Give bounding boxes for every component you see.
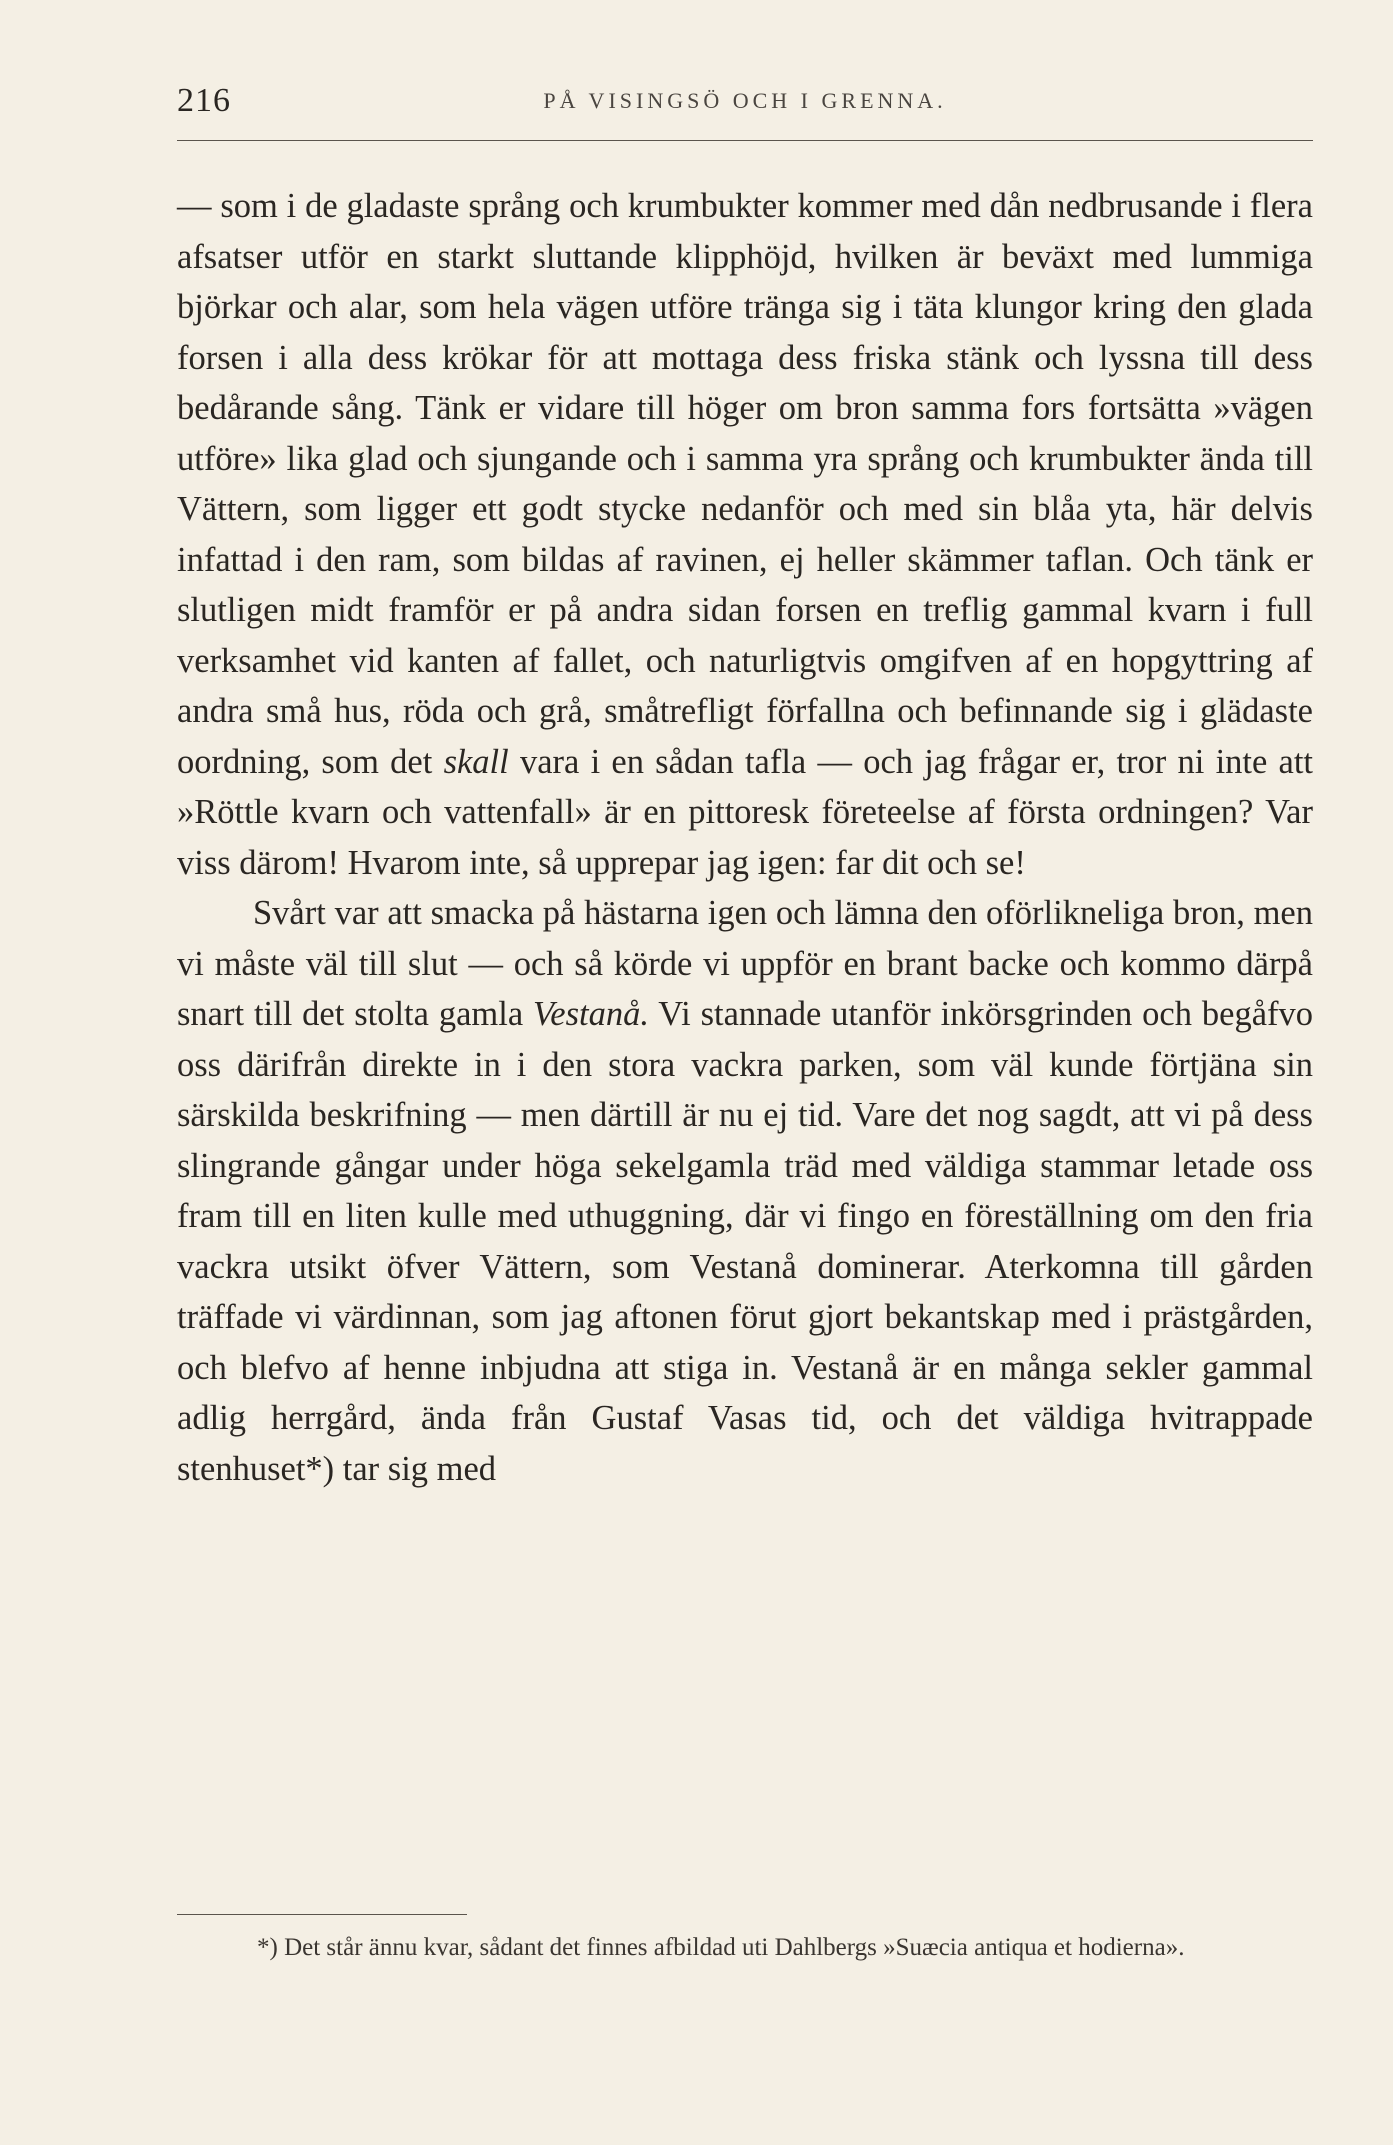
- paragraph-2-text-b: Vi stannade utanför inkörsgrinden och begåfvo oss därifrån direkte in i den stora vackra parken, som väl kunde förtjäna sin särskilda beskrifning — men därtill är nu ej tid. Vare det nog sagdt, att vi på dess slingrande gångar under höga sekelgamla träd med väldiga stammar letade oss fram till en liten kulle med uthuggning, där vi fingo en föreställning om den fria vackra utsikt öfver Vättern, som Vestanå dominerar. Aterkomna till gården träffade vi värdinnan, som jag aftonen förut gjort bekantskap med i prästgården, och blefvo af henne inbjudna att stiga in. Vestanå är en många sekler gammal adlig herrgård, ända från Gustaf Vasas tid, och det väldiga hvitrappade stenhuset*) tar sig med: [177, 995, 1313, 1488]
- footnote: [177, 1928, 1313, 1968]
- header-rule: [177, 140, 1313, 141]
- paragraph-1-italic: skall: [443, 742, 509, 781]
- page-number: 216: [177, 82, 231, 119]
- footnote-rule: [177, 1914, 467, 1915]
- page-header: [177, 82, 1313, 126]
- running-head: PÅ VISINGSÖ OCH I GRENNA.: [543, 88, 947, 113]
- paragraph-2: [177, 888, 1313, 1494]
- footnote-text: *) Det står ännu kvar, sådant det finnes afbildad uti Dahlbergs »Suæcia antiqua et hodierna».: [257, 1934, 1185, 1961]
- paragraph-2-italic: Vestanå.: [533, 995, 649, 1033]
- paragraph-1: [177, 181, 1313, 888]
- paragraph-2-text-a: Svårt var att smacka på hästarna igen och lämna den oförlikneliga bron, men vi måste väl till slut — och så körde vi uppför en brant backe och kommo därpå snart till det stolta gamla: [177, 894, 1313, 1033]
- body-text: [177, 181, 1313, 1494]
- paragraph-1-text-b: vara i en sådan tafla — och jag frågar er, tror ni inte att »Röttle kvarn och vattenfall» är en pittoresk företeelse af första ordningen? Var viss därom! Hvarom inte, så upprepar jag igen: far dit och se!: [177, 742, 1314, 882]
- paragraph-1-text-a: — som i de gladaste språng och krumbukter kommer med dån nedbrusande i flera afsatser utför en starkt sluttande klipphöjd, hvilken är beväxt med lummiga björkar och alar, som hela vägen utföre tränga sig i täta klungor kring den glada forsen i alla dess krökar för att mottaga dess friska stänk och lyssna till dess bedårande sång. Tänk er vidare till höger om bron samma fors fortsätta »vägen utföre» lika glad och sjungande och i samma yra språng och krumbukter ända till Vättern, som ligger ett godt stycke nedanför och med sin blåa yta, här delvis infattad i den ram, som bildas af ravinen, ej heller skämmer taflan. Och tänk er slutligen midt framför er på andra sidan forsen en treflig gammal kvarn i full verksamhet vid kanten af fallet, och naturligtvis omgifven af en hopgyttring af andra små hus, röda och grå, småtrefligt förfallna och befinnande sig i glädaste oordning, som det: [177, 187, 1313, 781]
